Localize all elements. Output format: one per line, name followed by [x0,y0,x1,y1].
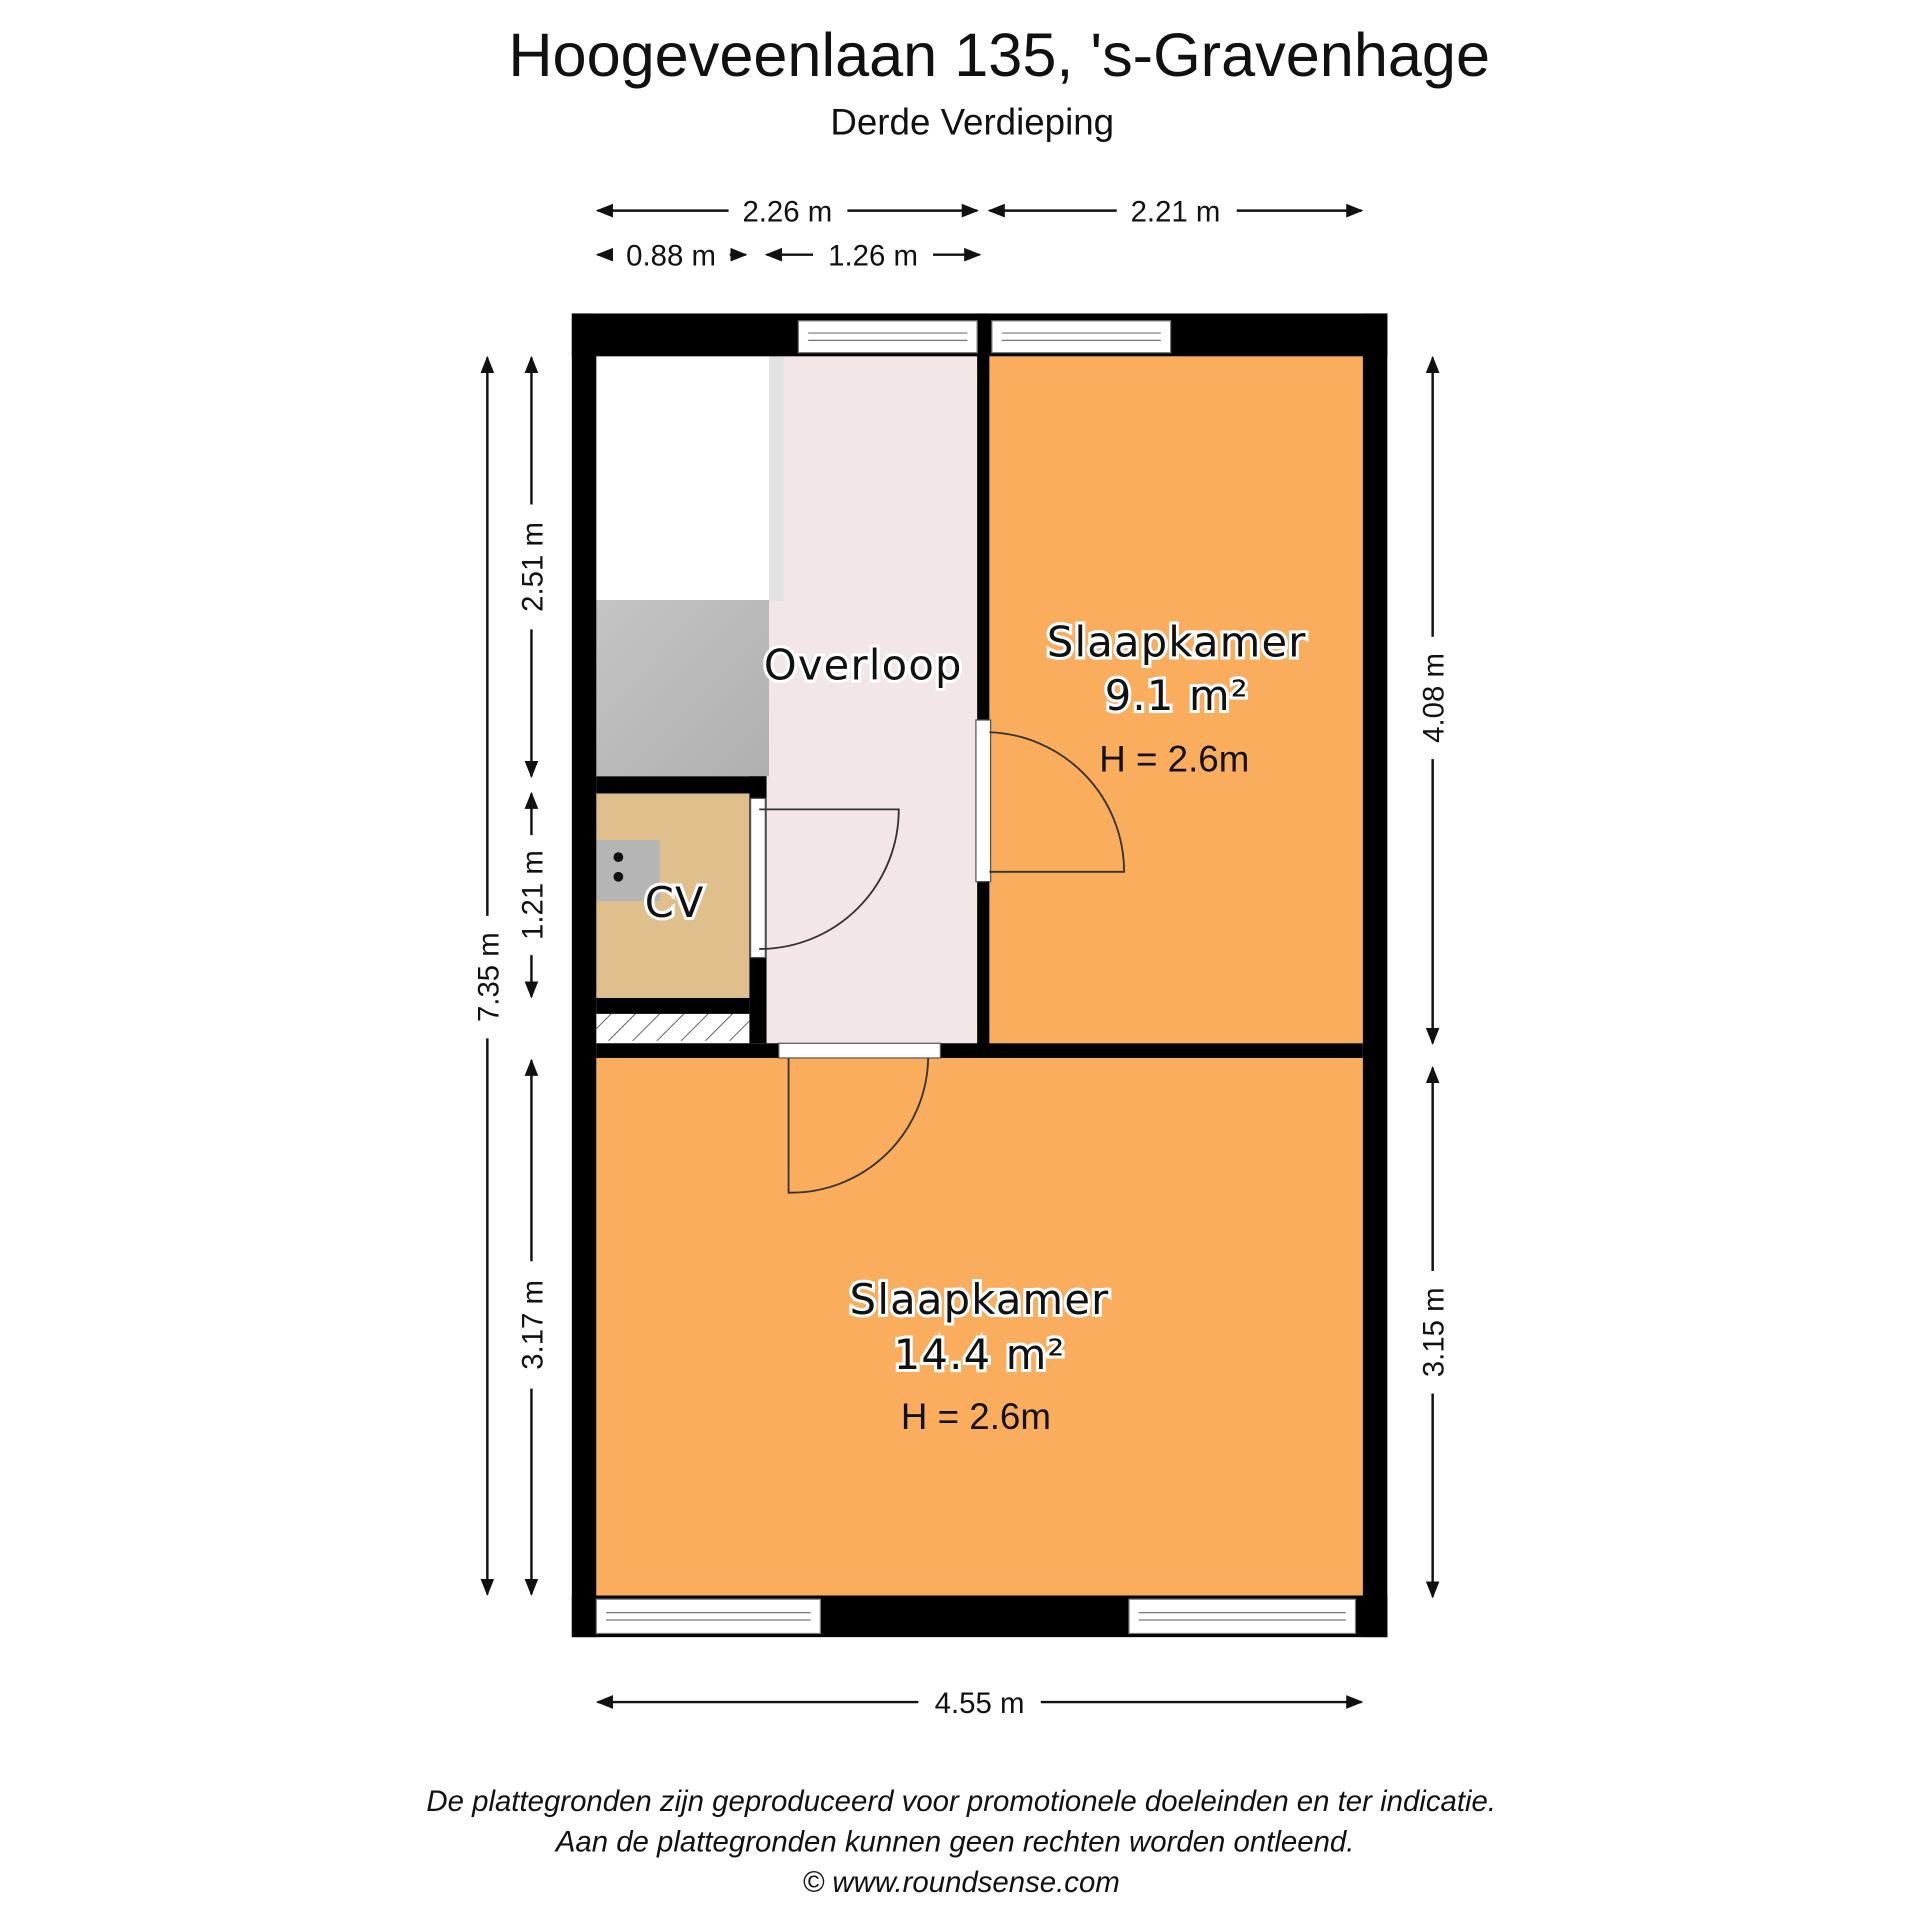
dim-top-sub2: 1.26 m [828,239,918,273]
stairs [596,600,769,776]
room-label-slaapkamer-9: Slaapkamer [1046,617,1307,667]
dim-left-top: 2.51 m [516,522,550,612]
room-area-slaapkamer-14: 14.4 m² [893,1329,1066,1379]
room-height-slaapkamer-14: H = 2.6m [900,1395,1051,1437]
dim-bottom: 4.55 m [934,1687,1025,1721]
page-title: Hoogeveenlaan 135, 's-Gravenhage [508,20,1491,89]
room-height-slaapkamer-9: H = 2.6m [1099,738,1250,780]
dim-right-bottom: 3.15 m [1417,1287,1451,1378]
dim-left-bottom: 3.17 m [516,1279,550,1370]
dim-top-left: 2.26 m [742,195,833,229]
dim-left-mid: 1.21 m [516,850,550,941]
room-label-overloop: Overloop [763,640,963,690]
disclaimer-line1: De plattegronden zijn geproduceerd voor promotionele doeleinden en ter indicatie. [426,1785,1497,1819]
room-area-slaapkamer-9: 9.1 m² [1104,671,1249,721]
stairs-void [596,356,769,600]
room-overloop [767,356,978,1043]
disclaimer-line2: Aan de plattegronden kunnen geen rechten worden ontleend. [555,1825,1355,1859]
page-subtitle: Derde Verdieping [830,101,1115,143]
dim-left-total: 7.35 m [472,932,506,1023]
shaft-hatched [596,1014,749,1041]
room-slaapkamer-14 [596,1058,1363,1596]
room-label-cv: CV [644,878,705,928]
stair-rail [769,356,784,601]
room-label-slaapkamer-14: Slaapkamer [849,1274,1110,1324]
dim-top-right: 2.21 m [1130,195,1221,229]
dim-right-top: 4.08 m [1417,653,1451,743]
copyright: © www.roundsense.com [802,1865,1120,1899]
dim-top-sub1: 0.88 m [626,239,716,273]
